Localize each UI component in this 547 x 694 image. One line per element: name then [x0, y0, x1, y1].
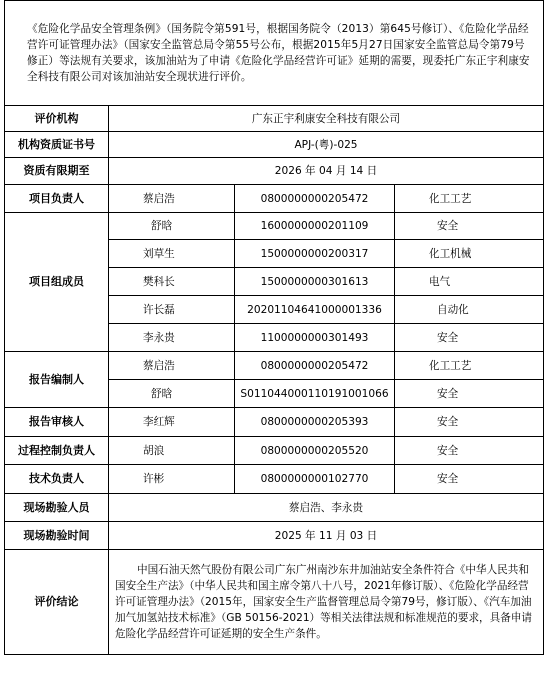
team-member-name: 许长磊: [109, 296, 235, 324]
project-lead-row: [5, 185, 544, 213]
report-author-specialty: 安全: [395, 380, 544, 408]
validity-label: 资质有限期至: [5, 158, 109, 185]
team-member-name: 刘草生: [109, 240, 235, 268]
validity-row: [5, 158, 544, 185]
process-lead-row: [5, 437, 544, 465]
cert-label: 机构资质证书号: [5, 132, 109, 158]
report-author-id: S011044000110191001066: [235, 380, 395, 408]
project-lead-name: 蔡启浩: [109, 185, 235, 213]
site-time-value: 2025 年 11 月 03 日: [109, 522, 544, 550]
intro-text: 《危险化学品安全管理条例》（国务院令第591号，根据国务院令（2013）第645号修订）、《危险化学品经营许可证管理办法》（国家安全监管总局令第55号公布，根据2015年5月27日国家安全监管总局令第79号修正）等法规有关要求，该加油站为了申请《危险化学品经营许可证》延期的需要，现委托广东正宇利康安全科技有限公司对该加油站安全现状进行评价。: [5, 1, 544, 106]
project-lead-label: 项目负责人: [5, 185, 109, 213]
process-lead-id: 0800000000205520: [235, 437, 395, 465]
team-member-specialty: 自动化: [395, 296, 544, 324]
report-author-id: 0800000000205472: [235, 352, 395, 380]
site-staff-row: [5, 494, 544, 522]
tech-lead-label: 技术负责人: [5, 465, 109, 494]
site-staff-label: 现场勘验人员: [5, 494, 109, 522]
team-member-specialty: 化工机械: [395, 240, 544, 268]
team-member-name: 舒晗: [109, 213, 235, 240]
process-lead-name: 胡浪: [109, 437, 235, 465]
org-label: 评价机构: [5, 106, 109, 132]
evaluation-info-sheet: [4, 0, 543, 690]
cert-row: [5, 132, 544, 158]
project-lead-specialty: 化工工艺: [395, 185, 544, 213]
process-lead-label: 过程控制负责人: [5, 437, 109, 465]
site-time-label: 现场勘验时间: [5, 522, 109, 550]
org-value: 广东正宇利康安全科技有限公司: [109, 106, 544, 132]
conclusion-text: 中国石油天然气股份有限公司广东广州南沙东井加油站安全条件符合《中华人民共和国安全生产法》（中华人民共和国主席令第八十八号，2021年修订版）、《危险化学品经营许可证管理办法》（2015年，国家安全生产监督管理总局令第79号，修订版）、《汽车加油加气加氢站技术标准》（GB 50156-2021）等相关法律法规和标准规范的要求，具备申请危险化学品经营许可证延期的安全生产条件。: [109, 550, 544, 655]
team-member-name: 李永贵: [109, 324, 235, 352]
team-row: [5, 213, 544, 240]
team-member-name: 樊科长: [109, 268, 235, 296]
team-member-specialty: 电气: [395, 268, 544, 296]
tech-lead-id: 0800000000102770: [235, 465, 395, 494]
team-member-id: 1600000000201109: [235, 213, 395, 240]
report-author-row: [5, 352, 544, 380]
site-staff-value: 蔡启浩、李永贵: [109, 494, 544, 522]
team-member-id: 1500000000200317: [235, 240, 395, 268]
team-member-specialty: 安全: [395, 324, 544, 352]
org-row: [5, 106, 544, 132]
reviewer-label: 报告审核人: [5, 408, 109, 437]
process-lead-specialty: 安全: [395, 437, 544, 465]
tech-lead-name: 许彬: [109, 465, 235, 494]
team-member-id: 1500000000301613: [235, 268, 395, 296]
tech-lead-row: [5, 465, 544, 494]
intro-row: [5, 1, 544, 106]
report-author-name: 舒晗: [109, 380, 235, 408]
validity-value: 2026 年 04 月 14 日: [109, 158, 544, 185]
report-author-label: 报告编制人: [5, 352, 109, 408]
tech-lead-specialty: 安全: [395, 465, 544, 494]
team-member-id: 20201104641000001336: [235, 296, 395, 324]
reviewer-name: 李红辉: [109, 408, 235, 437]
site-time-row: [5, 522, 544, 550]
report-author-name: 蔡启浩: [109, 352, 235, 380]
cert-value: APJ-(粤)-025: [109, 132, 544, 158]
report-author-specialty: 化工工艺: [395, 352, 544, 380]
reviewer-specialty: 安全: [395, 408, 544, 437]
team-label: 项目组成员: [5, 213, 109, 352]
conclusion-row: [5, 550, 544, 655]
team-member-specialty: 安全: [395, 213, 544, 240]
project-lead-id: 0800000000205472: [235, 185, 395, 213]
team-member-id: 1100000000301493: [235, 324, 395, 352]
reviewer-row: [5, 408, 544, 437]
conclusion-label: 评价结论: [5, 550, 109, 655]
evaluation-table: [4, 0, 544, 655]
reviewer-id: 0800000000205393: [235, 408, 395, 437]
